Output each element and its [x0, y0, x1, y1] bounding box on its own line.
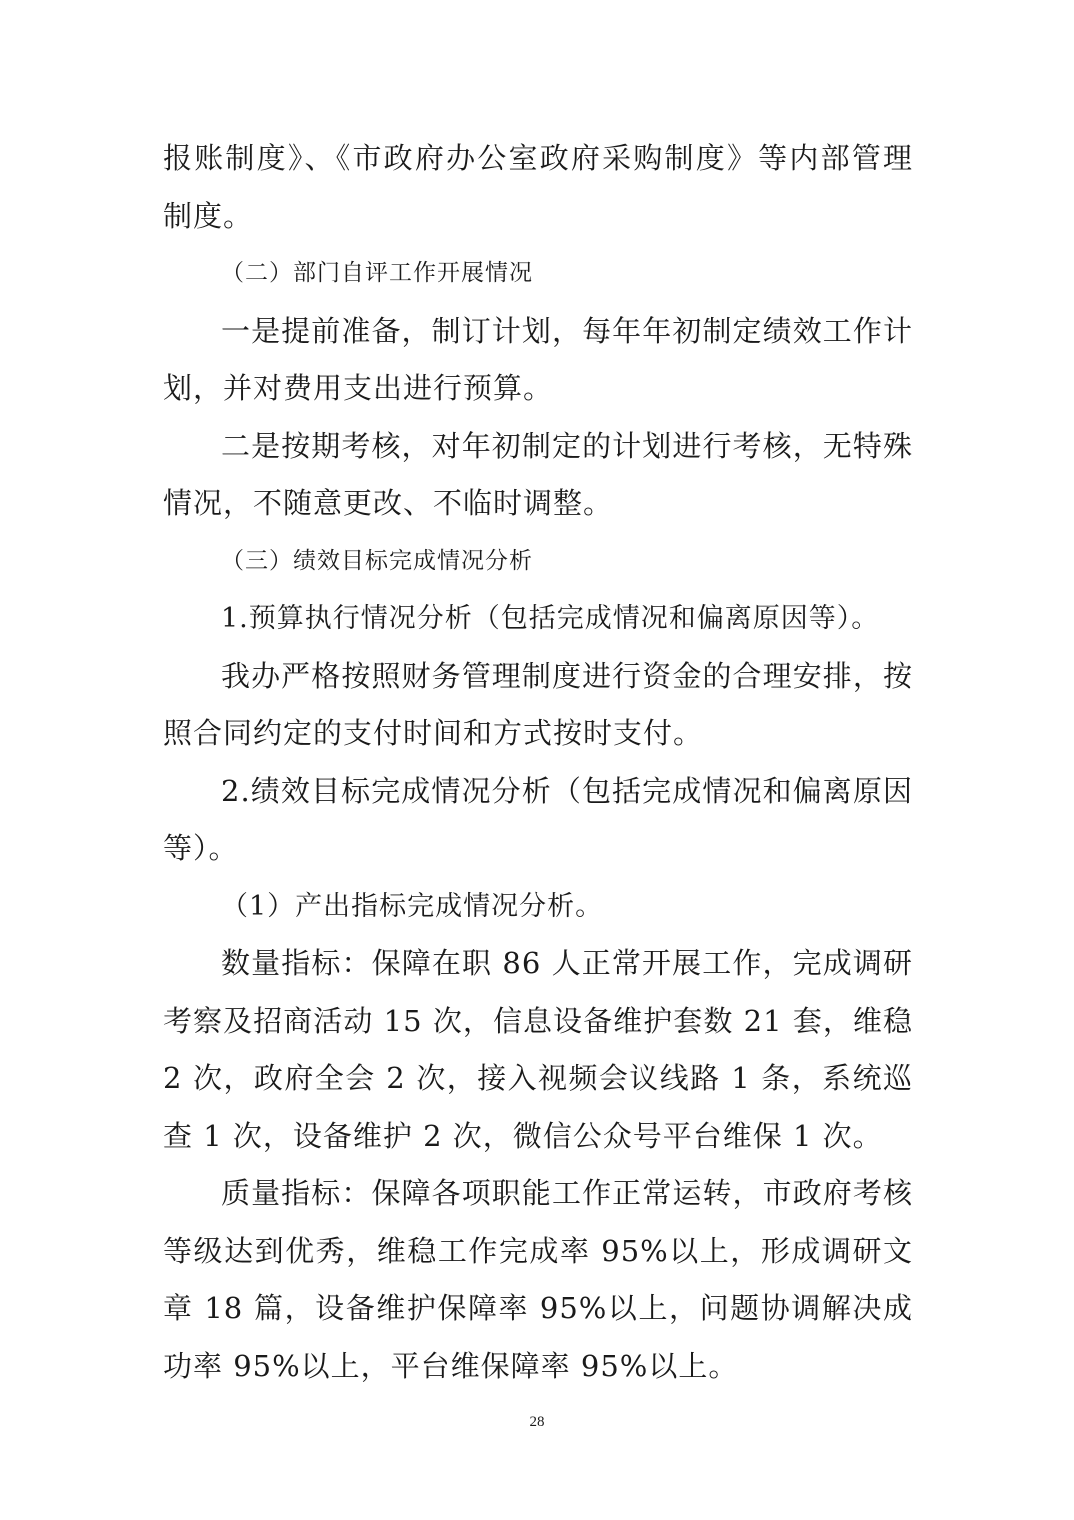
paragraph-budget: 我办严格按照财务管理制度进行资金的合理安排，按照合同约定的支付时间和方式按时支付。 [163, 658, 913, 750]
paragraph-preparation: 一是提前准备，制订计划，每年年初制定绩效工作计划，并对费用支出进行预算。 [163, 313, 913, 405]
paragraph-assessment: 二是按期考核，对年初制定的计划进行考核，无特殊情况，不随意更改、不临时调整。 [163, 428, 913, 520]
item-heading-budget: 1.预算执行情况分析（包括完成情况和偏离原因等）。 [221, 603, 880, 634]
paragraph-quantity-indicators: 数量指标：保障在职 86 人正常开展工作，完成调研考察及招商活动 15 次，信息设备维护套数 21 套，维稳 2 次，政府全会 2 次，接入视频会议线路 1 条，系统巡查 1 次，设备维护 2 次，微信公众号平台维保 1 次。 [163, 946, 913, 1153]
section-heading-2: （二）部门自评工作开展情况 [221, 260, 533, 286]
section-heading-3: （三）绩效目标完成情况分析 [221, 547, 533, 574]
item-heading-output: （1）产出指标完成情况分析。 [221, 890, 604, 922]
paragraph-continued: 报账制度》、《市政府办公室政府采购制度》等内部管理制度。 [163, 141, 913, 233]
document-body [163, 130, 913, 1395]
page-number: 28 [529, 1414, 545, 1430]
paragraph-quality-indicators: 质量指标：保障各项职能工作正常运转，市政府考核等级达到优秀，维稳工作完成率 95%以上，形成调研文章 18 篇，设备维护保障率 95%以上，问题协调解决成功率 95%以上，平台维保障率 95%以上。 [163, 1176, 913, 1383]
item-heading-performance: 2.绩效目标完成情况分析（包括完成情况和偏离原因等）。 [163, 773, 913, 865]
